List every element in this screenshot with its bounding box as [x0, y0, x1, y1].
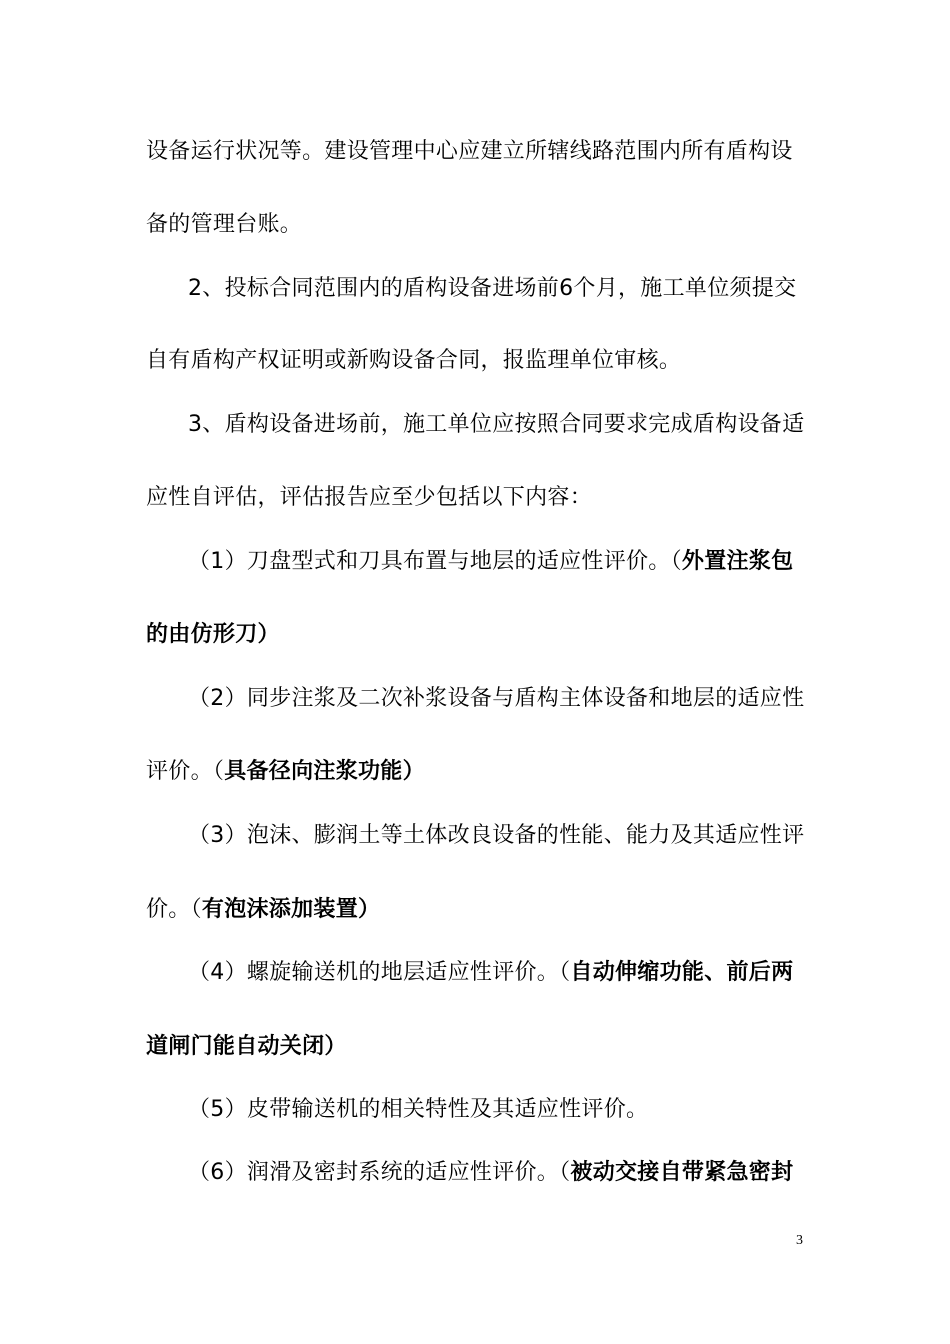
list-item-line: （5）皮带输送机的相关特性及其适应性评价。	[188, 1097, 649, 1122]
bold-annotation: 具备径向注浆功能）	[224, 759, 425, 784]
paragraph-line: 自有盾构产权证明或新购设备合同，报监理单位审核。	[146, 348, 682, 373]
bold-annotation: 道闸门能自动关闭）	[146, 1034, 347, 1059]
list-item-line: （6）润滑及密封系统的适应性评价。（被动交接自带紧急密封	[188, 1160, 794, 1185]
bold-annotation: 被动交接自带紧急密封	[570, 1160, 794, 1185]
bold-annotation: 的由仿形刀）	[146, 622, 280, 647]
list-item-line: （1）刀盘型式和刀具布置与地层的适应性评价。（外置注浆包	[188, 549, 794, 574]
paragraph-line: 3、盾构设备进场前，施工单位应按照合同要求完成盾构设备适	[188, 412, 805, 437]
paragraph-line: 设备运行状况等。建设管理中心应建立所辖线路范围内所有盾构设	[146, 139, 793, 164]
list-item-line: 价。（有泡沫添加装置）	[146, 897, 381, 922]
paragraph-line: 应性自评估，评估报告应至少包括以下内容：	[146, 485, 593, 510]
list-item-line	[146, 620, 280, 650]
list-item-line: （4）螺旋输送机的地层适应性评价。（自动伸缩功能、前后两	[188, 960, 794, 985]
bold-annotation: 自动伸缩功能、前后两	[570, 960, 794, 985]
bold-annotation: 外置注浆包	[681, 549, 794, 574]
page-number: 3	[796, 1233, 803, 1248]
list-item-line: （2）同步注浆及二次补浆设备与盾构主体设备和地层的适应性	[188, 686, 805, 711]
paragraph-line: 2、投标合同范围内的盾构设备进场前6个月，施工单位须提交	[188, 276, 797, 301]
paragraph-line: 备的管理台账。	[146, 212, 303, 237]
list-item-line: （3）泡沫、膨润土等土体改良设备的性能、能力及其适应性评	[188, 823, 805, 848]
list-item-line: 评价。（具备径向注浆功能）	[146, 759, 425, 784]
list-item-line	[146, 1032, 347, 1062]
bold-annotation: 有泡沫添加装置）	[201, 897, 381, 922]
